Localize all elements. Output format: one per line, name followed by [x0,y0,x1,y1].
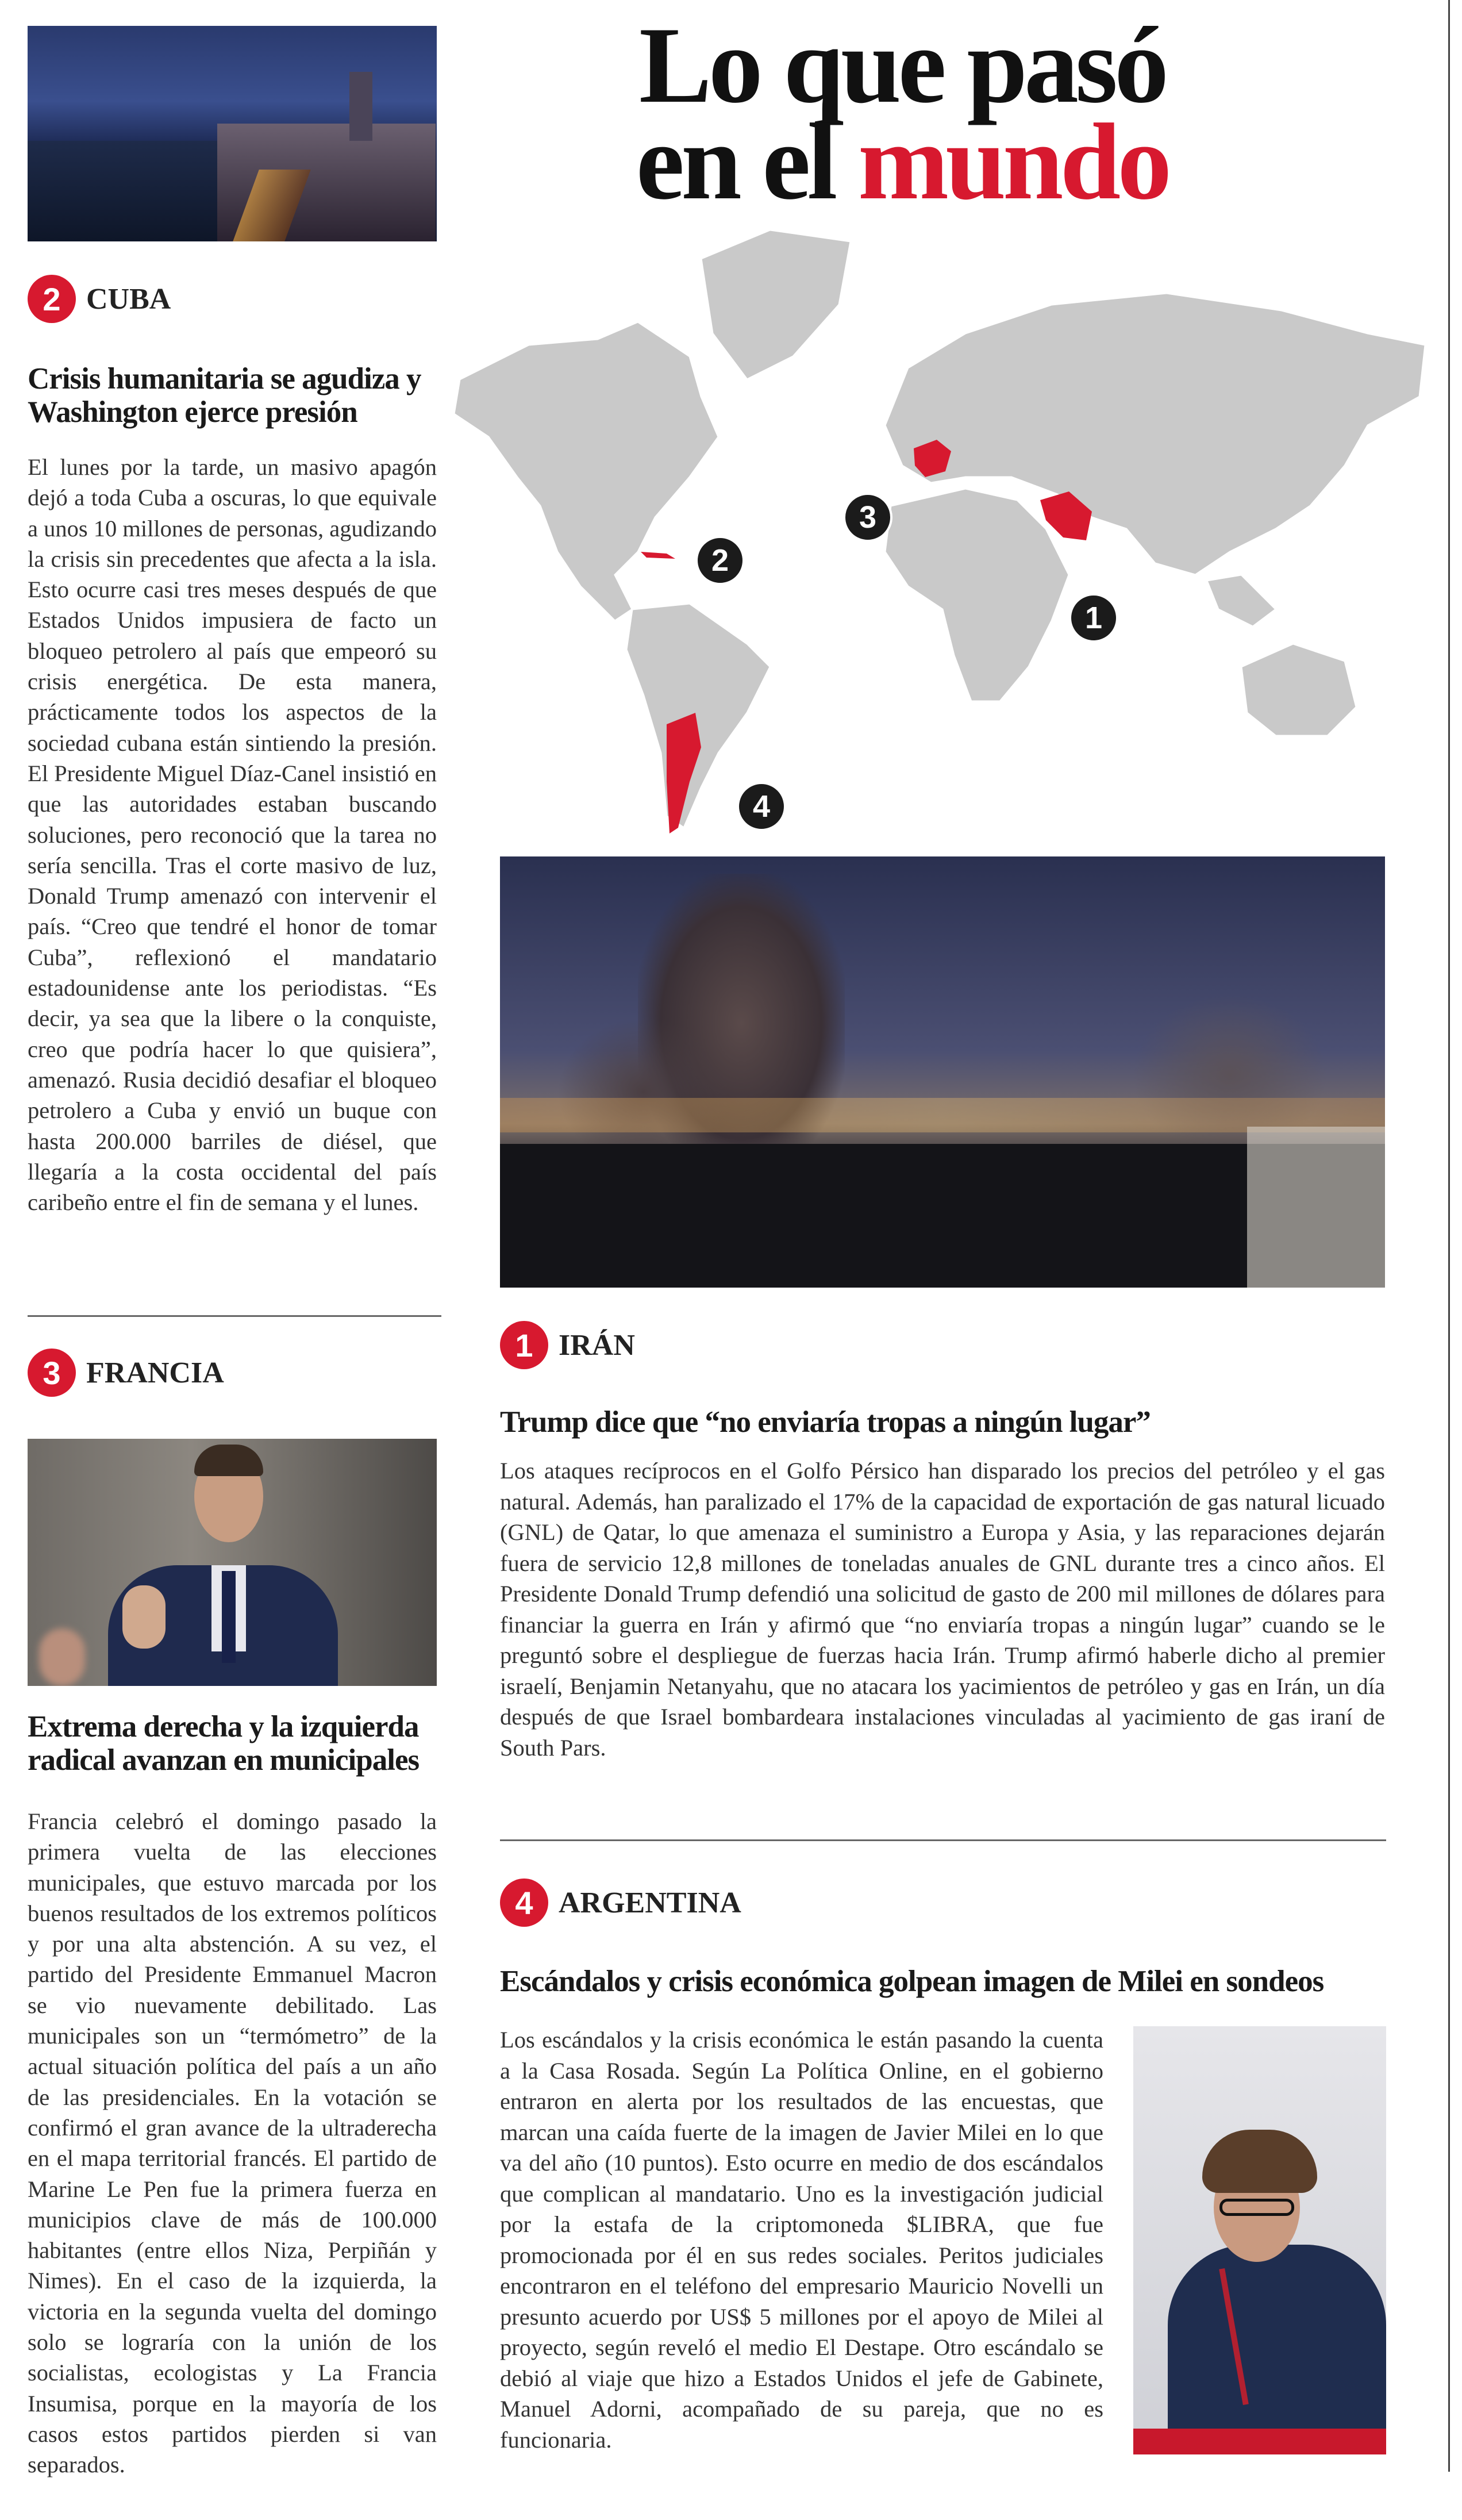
page-title [586,5,1218,222]
milei-photo [1133,2026,1386,2454]
iran-number-badge: 1 [500,1321,548,1369]
cuba-highlight [641,552,675,559]
argentina-label: ARGENTINA [559,1886,741,1919]
iran-section-label [500,1321,635,1369]
argentina-section-label [500,1879,741,1927]
title-line-2-black: en el [636,102,834,222]
cuba-label: CUBA [86,282,171,316]
map-marker-2[interactable]: 2 [695,536,745,585]
francia-number-badge: 3 [28,1349,76,1397]
iran-label: IRÁN [559,1328,635,1362]
argentina-body: Los escándalos y la crisis económica le están pasando la cuenta a la Casa Rosada. Según La Política Online, en el gobierno entraron en alerta por los resultados de las encuestas, que marcan una caída fuerte de la imagen de Javier Milei en lo que va del año (10 puntos). Esto ocurre en medio de dos escándalos que complican al mandatario. Uno es la investigación judicial por la estafa de la criptomoneda $LIBRA, que fue promocionada por él en sus redes sociales. Peritos judiciales encontraron en el teléfono del empresario Mauricio Novelli un presunto acuerdo por US$ 5 millones por el apoyo de Milei al proyecto, según reveló el medio El Destape. Otro escándalo se debió al viaje que hizo a Estados Unidos el jefe de Gabinete, Manuel Adorni, acompañado de su pareja, que no es funcionaria. [500,2027,1103,2453]
iran-body: Los ataques recíprocos en el Golfo Pérsico han disparado los precios del petróleo y el gas natural. Además, han paralizado el 17% de la capacidad de exportación de gas natural licuado (GNL) de Qatar, lo que amenaza el suministro a Europa y Asia, y las reparaciones dejarán fuera de servicio 12,8 millones de toneladas anuales de GNL durante tres a cinco años. El Presidente Donald Trump defendió una solicitud de gasto de 200 mil millones de dólares para financiar la guerra en Irán y afirmó que “no enviaría tropas a ningún lugar” cuando se le preguntó sobre el despliegue de fuerzas hacia Irán. Trump afirmó haberle dicho al premier israelí, Benjamin Netanyahu, que no atacara los yacimientos de petróleo y gas en Irán, un día después de que Israel bombardeara instalaciones vinculadas al yacimiento de gas iraní de South Pars. [500,1458,1385,1761]
greenland [701,230,851,379]
title-line-2-red: mundo [857,102,1169,222]
cuba-headline: Crisis humanitaria se agudiza y Washington ejerce presión [28,362,421,429]
africa [885,489,1069,701]
map-marker-3[interactable]: 3 [843,493,892,542]
macron-photo [28,1439,437,1686]
francia-headline: Extrema derecha y la izquierda radical avanzan en municipales [28,1710,420,1777]
cuba-photo [28,26,437,241]
cuba-section-label [28,275,171,323]
iran-headline: Trump dice que “no enviaría tropas a ningún lugar” [500,1405,1151,1439]
page-edge-line [1448,0,1450,2472]
left-divider [28,1315,441,1317]
southeast-asia [1207,575,1276,627]
title-line-1: Lo que pasó [638,5,1165,126]
cuba-body: El lunes por la tarde, un masivo apagón dejó a toda Cuba a oscuras, lo que equivale a unos 10 millones de personas, agudizando la crisis sin precedentes que afecta a la isla. Esto ocurre casi tres meses después de que Estados Unidos impusiera de facto un bloqueo petrolero al país que empeoró su crisis energética. De esta manera, prácticamente todos los aspectos de la sociedad cubana están sintiendo la presión. El Presidente Miguel Díaz-Canel insistió en que las autoridades estaban buscando soluciones, pero reconoció que la tarea no sería sencilla. Tras el corte masivo de luz, Donald Trump amenazó con intervenir el país. “Creo que tendré el honor de tomar Cuba”, reflexionó el mandatario estadounidense ante los periodistas. “Es decir, ya sea que la libere o la conquiste, creo que podría hacer lo que quisiera”, amenazó. Rusia decidió desafiar el bloqueo petrolero a Cuba y envió un buque con hasta 200.000 barriles de diésel, que llegaría a la costa occidental del país caribeño entre el fin de semana y el lunes. [28,454,437,1216]
cuba-number-badge: 2 [28,275,76,323]
francia-label: FRANCIA [86,1356,224,1389]
argentina-number-badge: 4 [500,1879,548,1927]
right-divider [500,1839,1386,1841]
map-marker-4[interactable]: 4 [737,782,786,831]
map-marker-1[interactable]: 1 [1069,593,1118,643]
iran-photo [500,856,1385,1288]
world-map [448,207,1437,851]
argentina-headline: Escándalos y crisis económica golpean imagen de Milei en sondeos [500,1965,1324,1998]
world-map-svg [448,207,1437,851]
francia-body: Francia celebró el domingo pasado la primera vuelta de las elecciones municipales, que estuvo marcada por los buenos resultados de los extremos políticos y por una alta abstención. A su vez, el partido del Presidente Emmanuel Macron se vio nuevamente debilitado. Las municipales son un “termómetro” de la actual situación política del país a un año de las presidenciales. En la votación se confirmó el gran avance de la ultraderecha en el mapa territorial francés. El partido de Marine Le Pen fue la primera fuerza en municipios clave de más de 100.000 habitantes (entre ellos Niza, Perpiñán y Nimes). En el caso de la izquierda, la victoria en la segunda vuelta del domingo solo se lograría con la unión de los socialistas, ecologistas y La Francia Insumisa, porque en la mayoría de los casos estos partidos pierden si van separados. [28,1808,437,2478]
north-america [454,322,718,621]
francia-section-label [28,1349,224,1397]
australia [1241,644,1356,736]
